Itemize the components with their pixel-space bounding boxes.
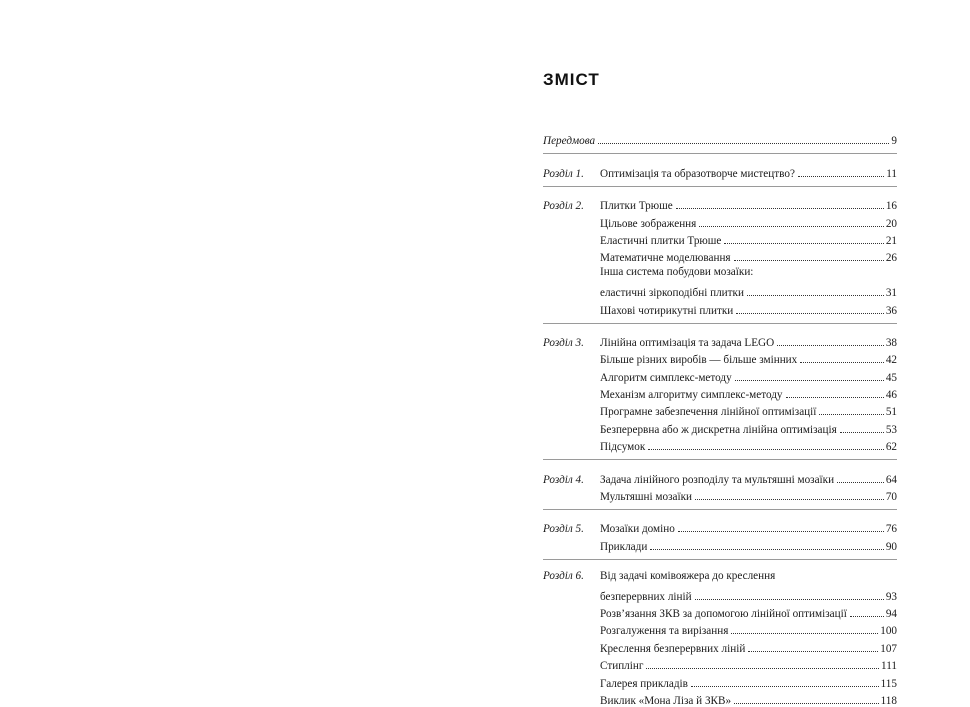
page-number: 53 xyxy=(885,423,897,436)
chapter-label: Розділ 3. xyxy=(543,336,584,349)
entry-body xyxy=(600,387,897,401)
entry-body xyxy=(600,606,897,620)
entry-body xyxy=(600,335,897,349)
page-number: 21 xyxy=(885,234,897,247)
entry-title: Стиплінг xyxy=(600,660,644,673)
chapter-label: Передмова xyxy=(543,135,596,148)
entry-title: Програмне забезпечення лінійної оптимізації xyxy=(600,406,817,419)
toc-entry[interactable] xyxy=(543,264,897,299)
entry-title-line1: Від задачі комівояжера до креслення xyxy=(600,569,776,582)
entry-body xyxy=(600,370,897,384)
entry-body xyxy=(600,198,897,212)
toc-entry[interactable] xyxy=(543,384,897,401)
entry-body xyxy=(600,472,897,486)
table-of-contents xyxy=(543,130,897,707)
dot-leader xyxy=(598,133,889,144)
entry-body xyxy=(600,250,897,264)
entry-title: Розв’язання ЗКВ за допомогою лінійної оптимізації xyxy=(600,608,847,621)
toc-entry[interactable] xyxy=(543,637,897,654)
toc-entry[interactable] xyxy=(543,332,897,349)
entry-body xyxy=(600,641,897,655)
entry-body xyxy=(600,439,897,453)
dot-leader xyxy=(650,539,883,550)
toc-entry[interactable] xyxy=(543,603,897,620)
dot-leader xyxy=(850,606,884,617)
dot-leader xyxy=(736,303,884,314)
page-number: 36 xyxy=(885,304,897,317)
page-number: 42 xyxy=(885,354,897,367)
dot-leader xyxy=(748,641,878,652)
entry-body xyxy=(595,133,897,147)
chapter-label: Розділ 4. xyxy=(543,473,584,486)
entry-body xyxy=(600,216,897,230)
toc-entry[interactable] xyxy=(543,349,897,366)
toc-entry[interactable] xyxy=(543,230,897,247)
entry-title: Математичне моделювання xyxy=(600,252,731,265)
dot-leader xyxy=(800,352,884,363)
entry-body xyxy=(600,539,897,553)
entry-title: Приклади xyxy=(600,540,648,553)
dot-leader xyxy=(699,216,884,227)
toc-entry[interactable] xyxy=(543,401,897,418)
dot-leader xyxy=(691,676,879,687)
page-number: 11 xyxy=(886,167,897,180)
entry-body xyxy=(600,264,897,299)
entry-title: Розгалуження та вирізання xyxy=(600,625,729,638)
entry-title: Більше різних виробів — більше змінних xyxy=(600,354,798,367)
toc-entry[interactable] xyxy=(543,195,897,212)
page-number: 64 xyxy=(885,473,897,486)
toc-entry[interactable] xyxy=(543,299,897,316)
entry-body xyxy=(600,404,897,418)
toc-entry[interactable] xyxy=(543,247,897,264)
dot-leader xyxy=(786,387,884,398)
entry-body xyxy=(600,623,897,637)
page-number: 51 xyxy=(885,406,897,419)
dot-leader xyxy=(734,250,884,261)
dot-leader xyxy=(735,370,884,381)
dot-leader xyxy=(731,623,878,634)
entry-body xyxy=(600,521,897,535)
toc-entry[interactable] xyxy=(543,672,897,689)
dot-leader xyxy=(798,166,884,177)
toc-entry[interactable] xyxy=(543,366,897,383)
dot-leader xyxy=(676,198,884,209)
toc-section xyxy=(543,323,897,454)
entry-title: Шахові чотирикутні плитки xyxy=(600,304,734,317)
dot-leader xyxy=(695,489,884,500)
entry-title: Цільове зображення xyxy=(600,217,697,230)
dot-leader xyxy=(819,404,883,415)
page-number: 93 xyxy=(885,590,897,603)
page-number: 76 xyxy=(885,523,897,536)
entry-title-line1: Інша система побудови мозаїки: xyxy=(600,266,754,279)
chapter-label: Розділ 5. xyxy=(543,523,584,536)
page-number: 118 xyxy=(880,694,897,707)
page-number: 38 xyxy=(885,336,897,349)
toc-entry[interactable] xyxy=(543,130,897,147)
toc-entry[interactable] xyxy=(543,568,897,603)
page-number: 94 xyxy=(885,608,897,621)
entry-title: безперервних ліній xyxy=(600,590,692,603)
toc-entry[interactable] xyxy=(543,162,897,179)
entry-title: Механізм алгоритму симплекс-методу xyxy=(600,389,783,402)
entry-body xyxy=(600,693,897,707)
page-number: 90 xyxy=(885,540,897,553)
entry-title: Галерея прикладів xyxy=(600,677,688,690)
toc-entry[interactable] xyxy=(543,690,897,707)
entry-title: Оптимізація та образотворче мистецтво? xyxy=(600,167,795,180)
entry-title: Безперервна або ж дискретна лінійна оптимізація xyxy=(600,423,837,436)
toc-entry[interactable] xyxy=(543,468,897,485)
toc-entry[interactable] xyxy=(543,655,897,672)
page-title: ЗМІСТ xyxy=(543,70,600,89)
chapter-label: Розділ 6. xyxy=(543,569,584,582)
entry-title: Лінійна оптимізація та задача LEGO xyxy=(600,336,775,349)
page-number: 26 xyxy=(885,252,897,265)
page-number: 107 xyxy=(880,642,897,655)
chapter-label: Розділ 2. xyxy=(543,200,584,213)
dot-leader xyxy=(695,589,884,600)
page-number: 111 xyxy=(881,660,897,673)
entry-body xyxy=(600,166,897,180)
toc-section xyxy=(543,130,897,147)
dot-leader xyxy=(724,233,883,244)
page-number: 100 xyxy=(880,625,897,638)
toc-entry[interactable] xyxy=(543,518,897,535)
toc-entry[interactable] xyxy=(543,212,897,229)
toc-section xyxy=(543,186,897,317)
entry-body xyxy=(600,233,897,247)
entry-body xyxy=(600,658,897,672)
entry-title: Креслення безперервних ліній xyxy=(600,642,746,655)
toc-section xyxy=(543,153,897,179)
page-number: 9 xyxy=(891,135,897,148)
toc-entry[interactable] xyxy=(543,486,897,503)
entry-title: Задача лінійного розподілу та мультяшні мозаїки xyxy=(600,473,835,486)
chapter-label: Розділ 1. xyxy=(543,167,584,180)
entry-title: Мультяшні мозаїки xyxy=(600,491,693,504)
entry-body xyxy=(600,422,897,436)
entry-title: Алгоритм симплекс-методу xyxy=(600,371,732,384)
page-number: 45 xyxy=(885,371,897,384)
toc-section xyxy=(543,509,897,553)
toc-section xyxy=(543,559,897,707)
entry-title: Еластичні плитки Трюше xyxy=(600,234,722,247)
page-number: 46 xyxy=(885,389,897,402)
page-number: 31 xyxy=(885,287,897,300)
dot-leader xyxy=(734,693,879,704)
toc-entry[interactable] xyxy=(543,418,897,435)
dot-leader xyxy=(646,658,879,669)
dot-leader xyxy=(837,472,884,483)
entry-body xyxy=(600,568,897,603)
toc-entry[interactable] xyxy=(543,620,897,637)
entry-title: Виклик «Мона Ліза й ЗКВ» xyxy=(600,694,732,707)
dot-leader xyxy=(747,285,884,296)
dot-leader xyxy=(678,521,884,532)
entry-body xyxy=(600,489,897,503)
entry-body xyxy=(600,676,897,690)
entry-title: еластичні зіркоподібні плитки xyxy=(600,287,744,300)
entry-body xyxy=(600,352,897,366)
toc-section xyxy=(543,459,897,503)
dot-leader xyxy=(840,422,884,433)
page-number: 70 xyxy=(885,491,897,504)
entry-title: Підсумок xyxy=(600,441,646,454)
toc-entry[interactable] xyxy=(543,436,897,453)
toc-entry[interactable] xyxy=(543,535,897,552)
page-number: 62 xyxy=(885,441,897,454)
entry-body xyxy=(600,303,897,317)
entry-title: Плитки Трюше xyxy=(600,200,673,213)
dot-leader xyxy=(648,439,884,450)
dot-leader xyxy=(777,335,884,346)
page-number: 20 xyxy=(885,217,897,230)
entry-title: Мозаїки доміно xyxy=(600,523,675,536)
page-number: 16 xyxy=(885,200,897,213)
page-number: 115 xyxy=(880,677,897,690)
